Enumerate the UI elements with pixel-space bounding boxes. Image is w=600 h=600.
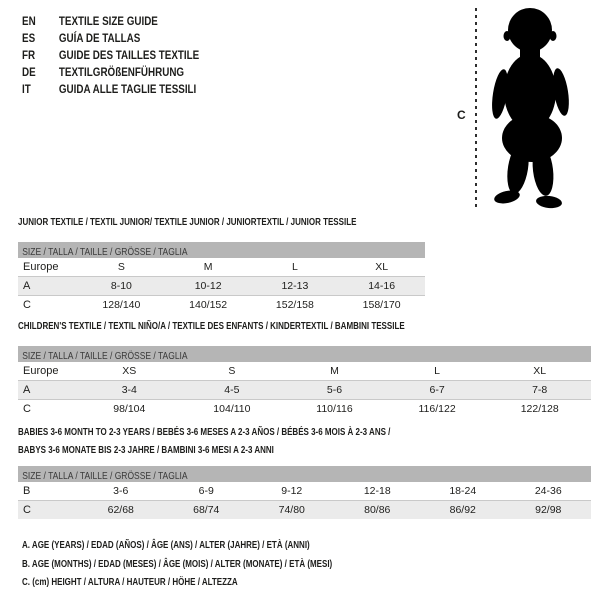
section-title-line: CHILDREN'S TEXTILE / TEXTIL NIÑO/A / TEXTILE DES ENFANTS / KINDERTEXTIL / BAMBINI TESSILE <box>18 321 405 332</box>
table-cell: 24-36 <box>534 485 562 497</box>
language-row <box>22 64 199 81</box>
section-junior-textile <box>18 214 425 314</box>
legend-line-age-months: B. AGE (MONTHS) / EDAD (MESES) / ÂGE (MOIS) / ALTER (MONATE) / ETÀ (MESI) <box>22 558 333 570</box>
table-cell: 62/68 <box>107 504 134 516</box>
table-cell: 128/140 <box>102 299 141 311</box>
table-cell: 4-5 <box>224 384 240 396</box>
height-dashed-line-icon <box>475 8 477 209</box>
table-cell: L <box>434 365 440 377</box>
language-code: IT <box>22 82 31 96</box>
table-row <box>18 400 591 419</box>
table-cell: 158/170 <box>362 299 401 311</box>
table-cell: 12-18 <box>363 485 391 497</box>
language-list <box>22 13 199 98</box>
size-table-junior <box>18 258 425 314</box>
size-header-band <box>18 242 425 258</box>
size-header-band <box>18 346 591 362</box>
table-row <box>18 296 425 315</box>
language-name: TEXTILGRÖßENFÜHRUNG <box>58 65 185 79</box>
table-cell: 12-13 <box>281 280 309 292</box>
section-title <box>18 318 591 336</box>
section-title-line: BABYS 3-6 MONATE BIS 2-3 JAHRE / BAMBINI 3-6 MESI A 2-3 ANNI <box>18 445 274 456</box>
table-cell: 18-24 <box>449 485 477 497</box>
table-cell: 116/122 <box>418 403 456 415</box>
size-table-children <box>18 362 591 418</box>
legend-line-age-years: A. AGE (YEARS) / EDAD (AÑOS) / ÂGE (ANS) / ALTER (JAHRE) / ETÀ (ANNI) <box>22 540 310 551</box>
row-label: C <box>23 504 31 516</box>
table-cell: 104/110 <box>213 403 251 415</box>
table-cell: S <box>117 261 125 273</box>
table-cell: 74/80 <box>278 504 305 516</box>
row-label: B <box>23 485 31 497</box>
language-row <box>22 81 199 98</box>
language-code: ES <box>22 31 36 45</box>
row-label: Europe <box>23 261 59 273</box>
height-measure-label: C <box>457 108 466 122</box>
size-header-label: SIZE / TALLA / TAILLE / GRÖSSE / TAGLIA <box>22 471 188 482</box>
baby-toddler-silhouette-icon <box>483 6 578 210</box>
table-cell: 8-10 <box>110 280 132 292</box>
table-cell: 7-8 <box>532 384 548 396</box>
table-cell: 10-12 <box>194 280 222 292</box>
language-name: TEXTILE SIZE GUIDE <box>58 14 158 28</box>
section-children-textile <box>18 318 591 418</box>
table-cell: XL <box>375 261 389 273</box>
section-title <box>18 214 425 232</box>
language-name: GUÍA DE TALLAS <box>58 31 141 45</box>
table-cell: 152/158 <box>275 299 314 311</box>
table-cell: M <box>330 365 339 377</box>
table-cell: 80/86 <box>364 504 391 516</box>
table-row <box>18 482 591 501</box>
table-cell: 6-9 <box>198 485 214 497</box>
table-cell: S <box>228 365 236 377</box>
table-cell: 98/104 <box>113 403 146 415</box>
height-figure <box>453 6 593 216</box>
legend-line-height: C. (cm) HEIGHT / ALTURA / HAUTEUR / HÖHE / ALTEZZA <box>22 577 238 588</box>
table-cell: 92/98 <box>535 504 562 516</box>
legend <box>22 537 410 593</box>
section-title-line: BABIES 3-6 MONTH TO 2-3 YEARS / BEBÉS 3-6 MESES A 2-3 AÑOS / BÉBÉS 3-6 MOIS À 2-3 ANS / <box>18 427 391 438</box>
section-title <box>18 424 591 460</box>
table-cell: 110/116 <box>316 403 353 415</box>
table-row <box>18 381 591 400</box>
table-cell: XL <box>533 365 547 377</box>
table-row <box>18 258 425 277</box>
row-label: Europe <box>23 365 59 377</box>
table-cell: L <box>291 261 298 273</box>
table-row <box>18 277 425 296</box>
table-cell: 9-12 <box>281 485 303 497</box>
table-row <box>18 362 591 381</box>
size-header-label: SIZE / TALLA / TAILLE / GRÖSSE / TAGLIA <box>22 351 188 362</box>
table-row <box>18 501 591 520</box>
size-header-band <box>18 466 591 482</box>
language-row <box>22 13 199 30</box>
size-table-babies <box>18 482 591 519</box>
language-row <box>22 47 199 64</box>
section-title-line: JUNIOR TEXTILE / TEXTIL JUNIOR/ TEXTILE JUNIOR / JUNIORTEXTIL / JUNIOR TESSILE <box>18 217 357 228</box>
table-cell: 14-16 <box>368 280 396 292</box>
table-cell: 6-7 <box>429 384 445 396</box>
row-label: C <box>23 403 31 415</box>
language-name: GUIDA ALLE TAGLIE TESSILI <box>58 82 197 96</box>
section-babies-textile <box>18 424 591 519</box>
table-cell: XS <box>122 365 137 377</box>
language-row <box>22 30 199 47</box>
table-cell: 122/128 <box>520 403 559 415</box>
table-cell: 3-4 <box>121 384 137 396</box>
row-label: A <box>23 280 31 292</box>
language-code: DE <box>22 65 36 79</box>
language-code: EN <box>22 14 36 28</box>
size-header-label: SIZE / TALLA / TAILLE / GRÖSSE / TAGLIA <box>22 247 188 258</box>
language-code: FR <box>22 48 36 62</box>
table-cell: 3-6 <box>113 485 129 497</box>
language-name: GUIDE DES TAILLES TEXTILE <box>58 48 200 62</box>
row-label: C <box>23 299 31 311</box>
table-cell: 68/74 <box>193 504 220 516</box>
row-label: A <box>23 384 31 396</box>
table-cell: 86/92 <box>449 504 476 516</box>
table-cell: 140/152 <box>189 299 228 311</box>
table-cell: 5-6 <box>326 384 343 396</box>
table-cell: M <box>203 261 213 273</box>
